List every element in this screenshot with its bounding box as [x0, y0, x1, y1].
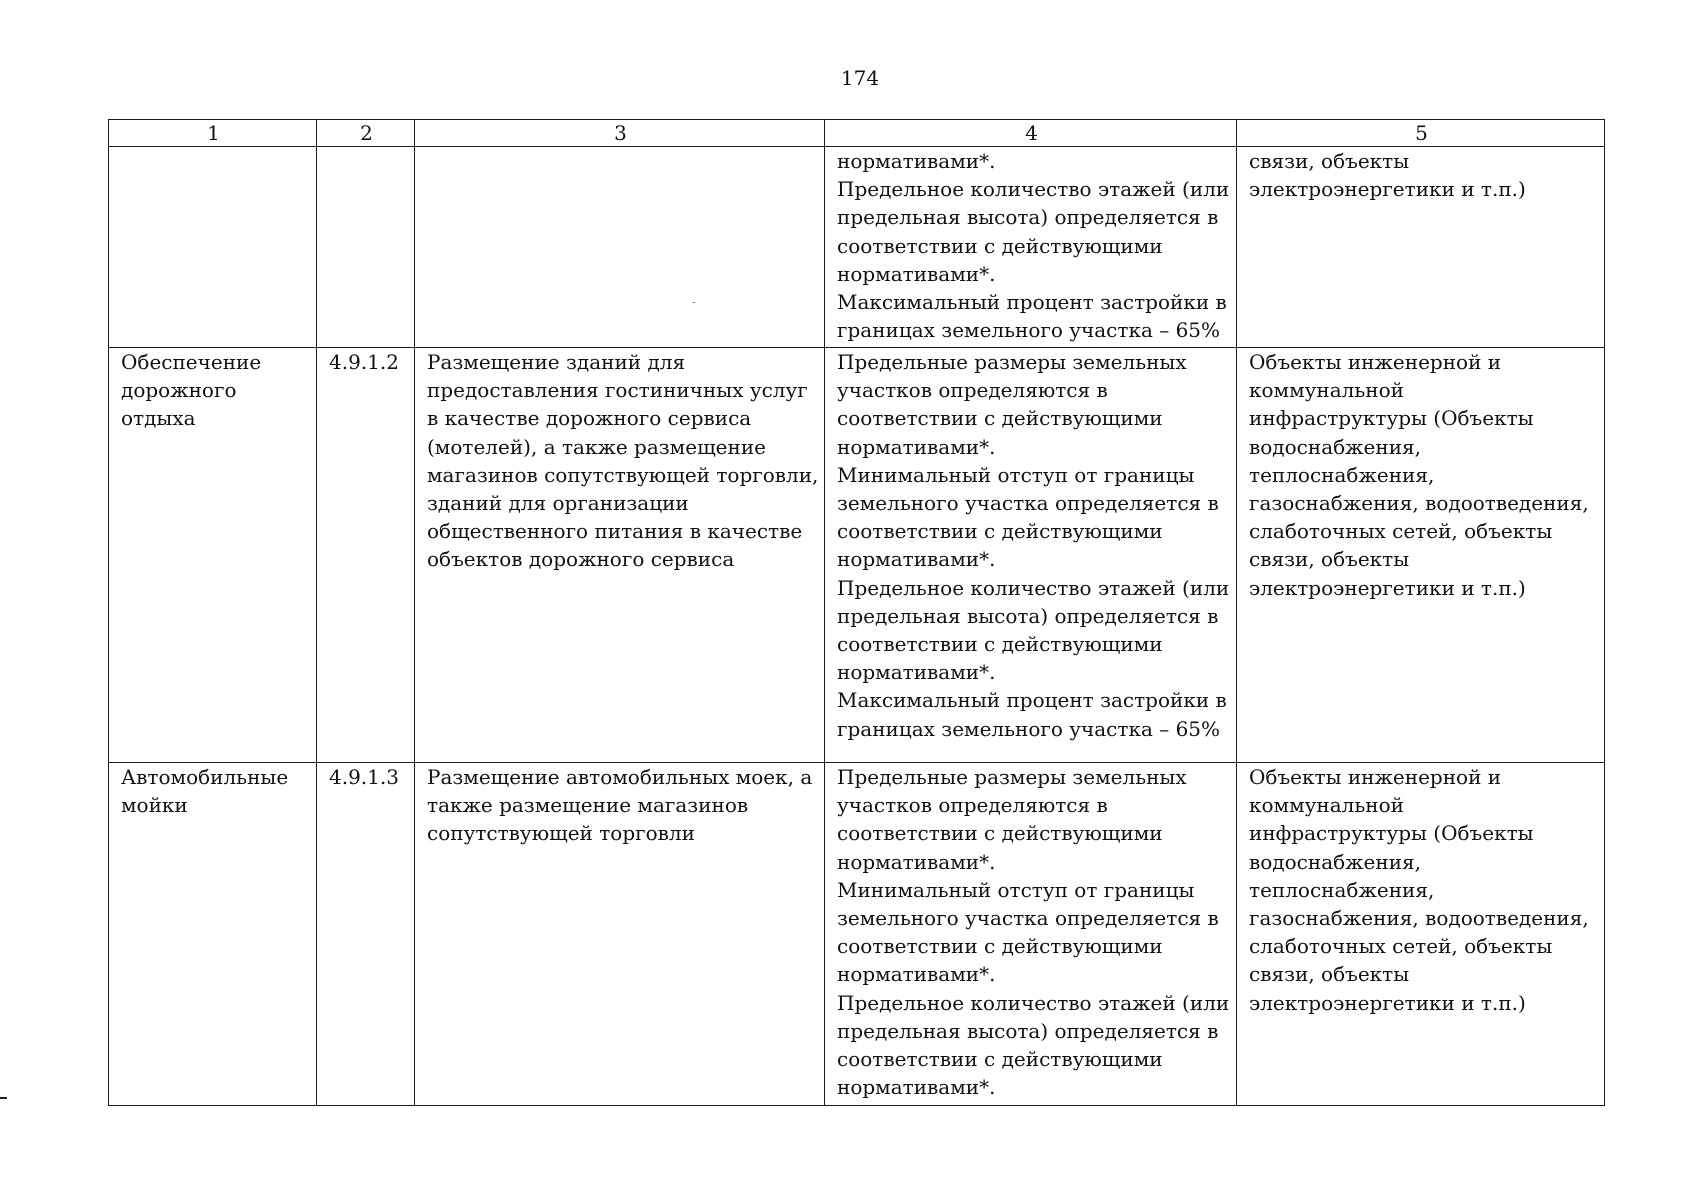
text-line: магазинов сопутствующей торговли, — [427, 462, 819, 487]
text-line: Размещение автомобильных моек, а — [427, 765, 813, 789]
table-row — [109, 763, 1605, 1106]
text-line: предельная высота) определяется в — [837, 603, 1219, 628]
text-line: газоснабжения, водоотведения, — [1249, 491, 1589, 516]
text-line: слаботочных сетей, объекты — [1249, 934, 1553, 959]
text-line: дорожного — [121, 378, 237, 403]
text-line: предельная высота) определяется в — [837, 1018, 1219, 1043]
text-line: земельного участка определяется в — [837, 906, 1219, 931]
text-line: нормативами*. — [837, 660, 996, 685]
description-cell — [415, 763, 825, 1106]
text-line: нормативами*. — [837, 434, 996, 459]
text-line: соответствии с действующими — [837, 519, 1163, 544]
text-line: инфраструктуры (Объекты — [1249, 821, 1534, 846]
text-line: Максимальный процент застройки в — [837, 290, 1227, 315]
parameters-cell — [825, 147, 1237, 348]
text-line: (мотелей), а также размещение — [427, 434, 767, 459]
auxiliary-objects-cell — [1237, 147, 1605, 348]
text-line: водоснабжения, — [1249, 849, 1422, 874]
header-cell-4: 4 — [825, 120, 1237, 147]
page-number: 174 — [840, 66, 880, 90]
text-line: земельного участка определяется в — [837, 491, 1219, 516]
text-line: инфраструктуры (Объекты — [1249, 406, 1534, 431]
description-cell — [415, 147, 825, 348]
header-cell-1: 1 — [109, 120, 317, 147]
text-line: нормативами*. — [837, 547, 996, 572]
text-line: нормативами*. — [837, 1075, 996, 1100]
text-line: Объекты инженерной и — [1249, 350, 1502, 374]
text-line: коммунальной — [1249, 793, 1404, 818]
text-line: предельная высота) определяется в — [837, 205, 1219, 230]
text-line: Автомобильные — [121, 765, 289, 789]
text-line: участков определяются в — [837, 378, 1108, 403]
text-line: отдыха — [121, 406, 196, 431]
text-line: Предельные размеры земельных — [837, 350, 1187, 374]
text-line: Предельное количество этажей (или — [837, 575, 1230, 600]
text-line: Предельные размеры земельных — [837, 765, 1187, 789]
text-line: соответствии с действующими — [837, 406, 1163, 431]
text-line: Обеспечение — [121, 350, 262, 374]
text-line: соответствии с действующими — [837, 821, 1163, 846]
text-line: Объекты инженерной и — [1249, 765, 1502, 789]
text-line: связи, объекты — [1249, 547, 1410, 572]
text-line: теплоснабжения, — [1249, 462, 1435, 487]
text-line: участков определяются в — [837, 793, 1108, 818]
description-cell — [415, 348, 825, 763]
regulations-table — [108, 119, 1605, 1106]
text-line: электроэнергетики и т.п.) — [1249, 575, 1526, 600]
scan-speck — [693, 302, 695, 303]
header-cell-5: 5 — [1237, 120, 1605, 147]
text-line: Минимальный отступ от границы — [837, 462, 1195, 487]
text-line: также размещение магазинов — [427, 793, 749, 818]
text-line: соответствии с действующими — [837, 934, 1163, 959]
scan-margin-mark — [0, 1097, 7, 1099]
text-line: Максимальный процент застройки в — [837, 688, 1227, 713]
text-line: нормативами*. — [837, 261, 996, 286]
text-line: Предельное количество этажей (или — [837, 177, 1230, 202]
text-line: коммунальной — [1249, 378, 1404, 403]
text-line: предоставления гостиничных услуг — [427, 378, 808, 403]
code-cell: 4.9.1.3 — [317, 763, 415, 1106]
use-name-cell — [109, 763, 317, 1106]
text-line: теплоснабжения, — [1249, 877, 1435, 902]
text-line: нормативами*. — [837, 962, 996, 987]
code-cell — [317, 147, 415, 348]
parameters-cell — [825, 763, 1237, 1106]
parameters-cell — [825, 348, 1237, 763]
text-line: нормативами*. — [837, 849, 996, 874]
text-line: нормативами*. — [837, 149, 996, 173]
text-line: связи, объекты — [1249, 149, 1410, 173]
text-line: электроэнергетики и т.п.) — [1249, 177, 1526, 202]
text-line: сопутствующей торговли — [427, 821, 695, 846]
text-line: связи, объекты — [1249, 962, 1410, 987]
use-name-cell — [109, 147, 317, 348]
use-name-cell — [109, 348, 317, 763]
text-line: газоснабжения, водоотведения, — [1249, 906, 1589, 931]
header-cell-3: 3 — [415, 120, 825, 147]
text-line: водоснабжения, — [1249, 434, 1422, 459]
text-line: слаботочных сетей, объекты — [1249, 519, 1553, 544]
table-row — [109, 147, 1605, 348]
text-line: Размещение зданий для — [427, 350, 686, 374]
table-row — [109, 348, 1605, 763]
text-line: в качестве дорожного сервиса — [427, 406, 752, 431]
text-line: общественного питания в качестве — [427, 519, 803, 544]
text-line: Предельное количество этажей (или — [837, 990, 1230, 1015]
text-line: соответствии с действующими — [837, 1047, 1163, 1072]
text-line: соответствии с действующими — [837, 233, 1163, 258]
table-header-row — [109, 120, 1605, 147]
code-cell: 4.9.1.2 — [317, 348, 415, 763]
text-line: соответствии с действующими — [837, 632, 1163, 657]
text-line: границах земельного участка – 65% — [837, 318, 1221, 343]
text-line: объектов дорожного сервиса — [427, 547, 735, 572]
header-cell-2: 2 — [317, 120, 415, 147]
text-line: зданий для организации — [427, 491, 689, 516]
text-line: мойки — [121, 793, 188, 818]
auxiliary-objects-cell — [1237, 763, 1605, 1106]
text-line: границах земельного участка – 65% — [837, 716, 1221, 741]
text-line: Минимальный отступ от границы — [837, 877, 1195, 902]
text-line: электроэнергетики и т.п.) — [1249, 990, 1526, 1015]
auxiliary-objects-cell — [1237, 348, 1605, 763]
